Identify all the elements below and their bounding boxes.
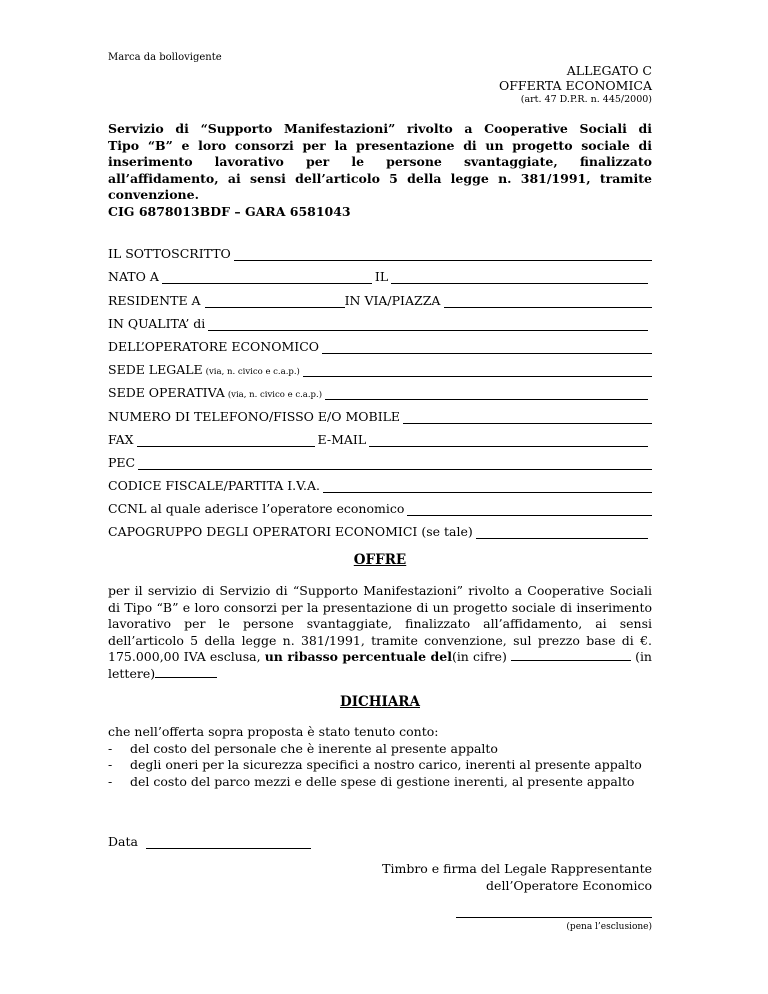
email-input-line[interactable] bbox=[369, 436, 648, 447]
date-label: Data bbox=[108, 834, 138, 849]
offre-bold-text: un ribasso percentuale del bbox=[264, 649, 452, 664]
field-label: NUMERO DI TELEFONO/FISSO E/O MOBILE bbox=[108, 408, 401, 424]
ccnl-input-line[interactable] bbox=[407, 505, 652, 516]
annex-header bbox=[499, 64, 652, 108]
signature-input-line[interactable] bbox=[456, 917, 652, 918]
pec-input-line[interactable] bbox=[138, 459, 652, 470]
field-sottoscritto bbox=[108, 238, 652, 261]
field-label: E-MAIL bbox=[317, 431, 367, 447]
sottoscritto-input-line[interactable] bbox=[234, 250, 652, 261]
signature-caption bbox=[382, 860, 652, 894]
field-codice-fiscale bbox=[108, 470, 652, 493]
field-note: (via, n. civico e c.a.p.) bbox=[205, 367, 300, 378]
tender-title bbox=[108, 121, 652, 220]
date-input-line[interactable] bbox=[146, 838, 311, 849]
operatore-input-line[interactable] bbox=[322, 343, 652, 354]
annex-legal-reference: (art. 47 D.P.R. n. 445/2000) bbox=[520, 94, 652, 105]
field-label: IN VIA/PIAZZA bbox=[344, 292, 441, 308]
dichiara-heading: DICHIARA bbox=[339, 694, 420, 710]
field-label: FAX bbox=[108, 431, 134, 447]
nato-a-input-line[interactable] bbox=[162, 273, 372, 284]
field-label: IL bbox=[374, 269, 389, 285]
field-pec bbox=[108, 447, 652, 470]
field-sede-legale bbox=[108, 354, 652, 377]
title-line: convenzione. bbox=[108, 187, 199, 202]
title-line: inserimento lavorativo per le persone svantaggiate, finalizzato bbox=[108, 154, 652, 169]
field-label: IN QUALITA’ di bbox=[108, 315, 206, 331]
field-label: SEDE OPERATIVA bbox=[108, 385, 225, 401]
title-line: Servizio di “Supporto Manifestazioni” rivolto a Cooperative Sociali di bbox=[108, 121, 652, 136]
list-item: - del costo del parco mezzi e delle spese di gestione inerenti, al presente appalto bbox=[108, 774, 652, 791]
title-line: Tipo “B” e loro consorzi per la presentazione di un progetto sociale di bbox=[108, 137, 652, 153]
field-label: CCNL al quale aderisce l’operatore economico bbox=[108, 501, 405, 517]
offre-paragraph bbox=[108, 583, 652, 682]
via-piazza-input-line[interactable] bbox=[444, 297, 652, 308]
field-label: PEC bbox=[108, 454, 136, 470]
cifre-label: (in cifre) bbox=[451, 649, 507, 664]
declarant-fields bbox=[108, 238, 652, 539]
exclusion-note: (pena l’esclusione) bbox=[566, 922, 652, 932]
field-label: CAPOGRUPPO DEGLI OPERATORI ECONOMICI (se tale) bbox=[108, 524, 473, 540]
field-label: CODICE FISCALE/PARTITA I.V.A. bbox=[108, 478, 320, 494]
lettere-label: (in lettere) bbox=[108, 649, 652, 681]
ribasso-cifre-input-line[interactable] bbox=[511, 650, 631, 661]
offre-text: per il servizio di Servizio di “Supporto Manifestazioni” rivolto a Cooperative Sociali di Tipo “B” e loro consorzi per la presentazione di un progetto sociale di inserimento lavorativo per le persone svantaggiate, finalizzato all’affidamento, ai sensi dell’articolo 5 della legge n. 381/1991, tramite convenzione, sul prezzo base di €. 175.000,00 IVA esclusa, bbox=[108, 583, 652, 664]
dichiara-list bbox=[108, 741, 652, 791]
cig-code: CIG 6878013BDF – GARA 6581043 bbox=[108, 203, 351, 219]
signature-caption-line: dell’Operatore Economico bbox=[486, 878, 652, 893]
field-telefono bbox=[108, 400, 652, 423]
annex-label: ALLEGATO C bbox=[566, 63, 652, 78]
list-item: - degli oneri per la sicurezza specifici a nostro carico, inerenti al presente appalto bbox=[108, 757, 652, 774]
field-residenza bbox=[108, 284, 652, 307]
capogruppo-input-line[interactable] bbox=[476, 528, 648, 539]
field-label: SEDE LEGALE bbox=[108, 362, 203, 378]
data-nascita-input-line[interactable] bbox=[391, 273, 648, 284]
fax-input-line[interactable] bbox=[137, 436, 315, 447]
qualita-input-line[interactable] bbox=[208, 320, 648, 331]
signature-caption-line: Timbro e firma del Legale Rappresentante bbox=[382, 861, 652, 876]
dichiara-section bbox=[108, 724, 652, 790]
field-sede-operativa bbox=[108, 377, 652, 400]
date-field bbox=[108, 834, 311, 849]
sede-operativa-input-line[interactable] bbox=[325, 389, 648, 400]
residente-a-input-line[interactable] bbox=[205, 297, 345, 308]
dichiara-intro: che nell’offerta sopra proposta è stato tenuto conto: bbox=[108, 724, 439, 739]
field-fax-email bbox=[108, 424, 652, 447]
field-ccnl bbox=[108, 493, 652, 516]
offre-heading: OFFRE bbox=[353, 552, 407, 568]
field-nascita bbox=[108, 261, 652, 284]
revenue-stamp-note: Marca da bollovigente bbox=[108, 52, 222, 63]
codice-fiscale-input-line[interactable] bbox=[323, 482, 652, 493]
ribasso-lettere-input-line[interactable] bbox=[155, 667, 217, 678]
annex-subtitle: OFFERTA ECONOMICA bbox=[498, 77, 652, 93]
sede-legale-input-line[interactable] bbox=[303, 366, 652, 377]
field-label: NATO A bbox=[108, 269, 159, 285]
list-item: - del costo del personale che è inerente al presente appalto bbox=[108, 741, 652, 758]
field-operatore bbox=[108, 331, 652, 354]
title-line: all’affidamento, ai sensi dell’articolo 5 della legge n. 381/1991, tramite bbox=[108, 170, 652, 186]
field-note: (via, n. civico e c.a.p.) bbox=[227, 390, 323, 401]
telefono-input-line[interactable] bbox=[403, 413, 652, 424]
field-label: RESIDENTE A bbox=[108, 292, 201, 308]
field-label: IL SOTTOSCRITTO bbox=[108, 246, 231, 262]
field-qualita bbox=[108, 308, 652, 331]
field-capogruppo bbox=[108, 516, 652, 539]
field-label: DELL’OPERATORE ECONOMICO bbox=[108, 338, 320, 354]
